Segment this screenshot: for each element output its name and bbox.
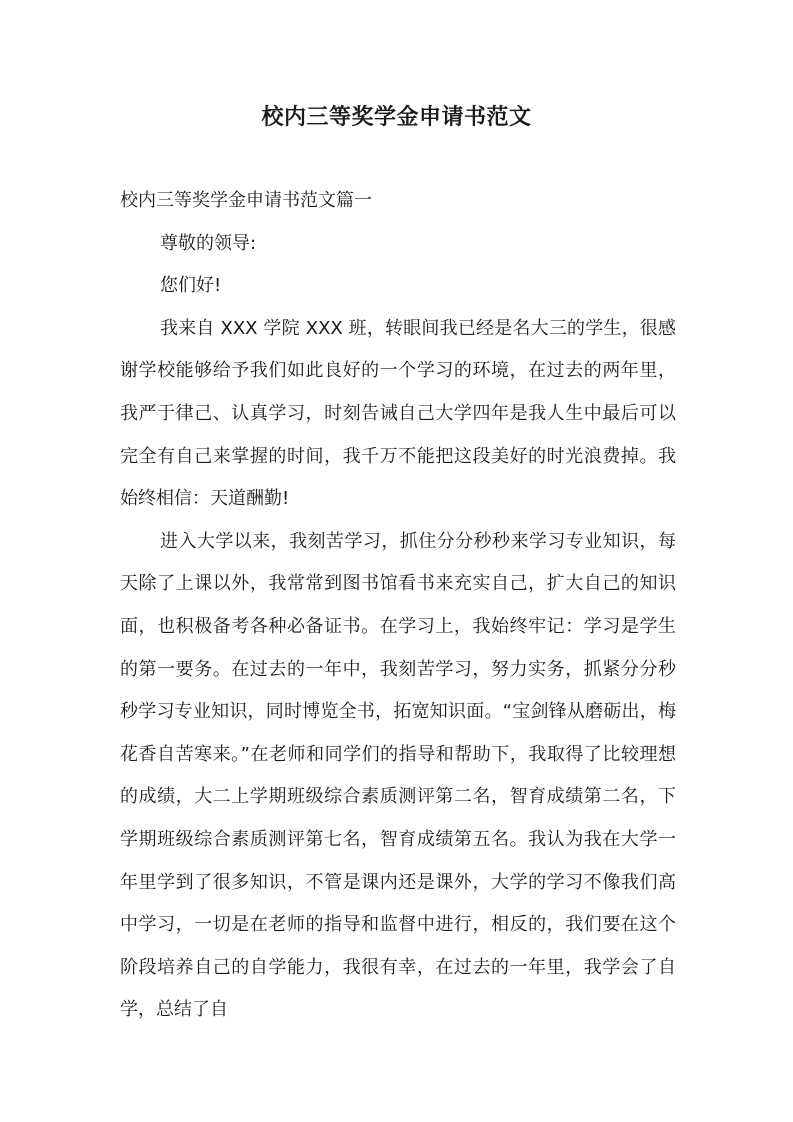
- document-title: 校内三等奖学金申请书范文: [261, 105, 532, 130]
- greeting: 您们好!: [160, 275, 222, 297]
- paragraph-1: 我来自 XXX 学院 XXX 班，转眼间我已经是名大三的学生，很感谢学校能够给予我们如此良好的一个学习的环境，在过去的两年里，我严于律己、认真学习，时刻告诫自己大学四年是我人生中最后可以完全有自己来掌握的时间，我千万不能把这段美好的时光浪费掉。我始终相信：天道酬勤!: [120, 317, 676, 510]
- document-body: [120, 180, 676, 1032]
- paragraph-2: 进入大学以来，我刻苦学习，抓住分分秒秒来学习专业知识，每天除了上课以外，我常常到图书馆看书来充实自己，扩大自己的知识面，也积极备考各种必备证书。在学习上，我始终牢记：学习是学生的第一要务。在过去的一年中，我刻苦学习，努力实务，抓紧分分秒秒学习专业知识，同时博览全书，拓宽知识面。“宝剑锋从磨砺出，梅花香自苦寒来。”在老师和同学们的指导和帮助下，我取得了比较理想的成绩，大二上学期班级综合素质测评第二名，智育成绩第二名，下学期班级综合素质测评第七名，智育成绩第五名。我认为我在大学一年里学到了很多知识，不管是课内还是课外，大学的学习不像我们高中学习，一切是在老师的指导和监督中进行，相反的，我们要在这个阶段培养自己的自学能力，我很有幸，在过去的一年里，我学会了自学，总结了自: [120, 530, 676, 1021]
- salutation: 尊敬的领导:: [160, 232, 257, 254]
- section-subtitle: 校内三等奖学金申请书范文篇一: [120, 190, 372, 211]
